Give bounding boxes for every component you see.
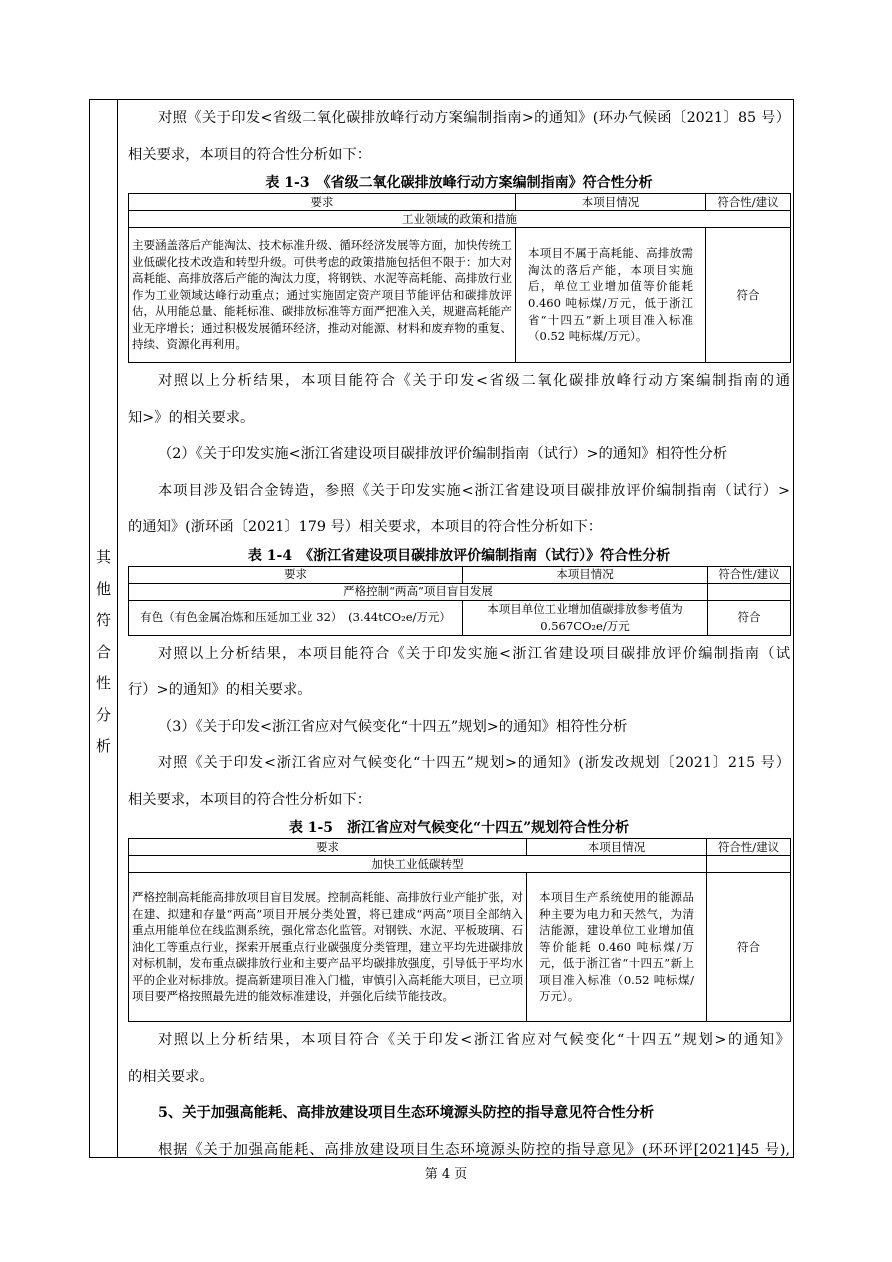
result-cell: 符合 — [708, 600, 791, 635]
header-cell: 符合性/建议 — [706, 194, 791, 211]
paragraph: 的通知》(浙环函〔2021〕179 号）相关要求，本项目的符合性分析如下： — [128, 519, 603, 535]
side-char: 合 — [95, 642, 111, 661]
paragraph: 对照以上分析结果，本项目能符合《关于印发<省级二氧化碳排放峰行动方案编制指南的通 — [158, 373, 790, 389]
section-cell: 严格控制“两高”项目盲目发展 — [129, 583, 708, 600]
paragraph: 根据《关于加强高能耗、高排放建设项目生态环境源头防控的指导意见》(环环评[2021]45 号), — [158, 1141, 790, 1158]
table-row — [129, 873, 791, 1022]
section-cell: 加快工业低碳转型 — [129, 856, 707, 873]
paragraph: 相关要求，本项目的符合性分析如下： — [128, 146, 372, 163]
side-char: 他 — [95, 579, 111, 598]
side-char: 析 — [95, 737, 111, 755]
header-cell: 要求 — [129, 839, 527, 856]
paragraph: 知>》的相关要求。 — [128, 409, 255, 426]
side-char: 性 — [95, 674, 111, 692]
section-heading: 5、关于加强高能耗、高排放建设项目生态环境源头防控的指导意见符合性分析 — [158, 1105, 655, 1121]
side-column — [90, 100, 118, 1157]
table-header-row — [129, 194, 791, 211]
side-label — [90, 542, 117, 763]
requirement-cell: 严格控制高耗能高排放项目盲目发展。控制高耗能、高排放行业产能扩张，对在建、拟建和存量“两高”项目开展分类处置，将已建成“两高”项目全部纳入重点用能单位在线监测系统，强化常态化监管。对钢铁、水泥、平板玻璃、石油化工等重点行业，探索开展重点行业碳强度分类管理，建立平均先进碳排放对标机制，发布重点碳排放行业和主要产品平均碳排放强度，引导低于平均水平的企业对标排放。提高新建项目准入门槛，审慎引入高耗能大项目，已立项项目要严格按照最先进的能效标准建设，并强化后续节能技改。 — [129, 873, 527, 1022]
table-title: 表 1-4 《浙江省建设项目碳排放评价编制指南（试行）》符合性分析 — [247, 547, 671, 564]
table-1-4 — [128, 566, 791, 636]
paragraph: 对照《关于印发<浙江省应对气候变化“十四五”规划>的通知》(浙发改规划〔2021〕215 号） — [158, 755, 790, 771]
table-1-3 — [128, 193, 791, 363]
table-header-row — [129, 839, 791, 856]
header-cell: 要求 — [129, 566, 463, 583]
side-char: 分 — [95, 705, 111, 724]
header-cell: 本项目情况 — [463, 566, 708, 583]
status-cell: 本项目单位工业增加值碳排放参考值为 0.567CO₂e/万元 — [463, 600, 708, 635]
side-char: 符 — [95, 611, 111, 629]
table-header-row — [129, 566, 791, 583]
header-cell: 本项目情况 — [516, 194, 706, 211]
header-cell: 符合性/建议 — [708, 566, 791, 583]
result-cell: 符合 — [706, 228, 791, 363]
paragraph: 行）>的通知》的相关要求。 — [128, 682, 312, 698]
sub-heading: （3）《关于印发<浙江省应对气候变化“十四五”规划>的通知》相符性分析 — [158, 718, 628, 735]
side-char: 其 — [95, 548, 111, 566]
section-cell: 工业领域的政策和措施 — [129, 211, 791, 228]
paragraph: 的相关要求。 — [128, 1068, 214, 1085]
page-number: 第 4 页 — [424, 1167, 468, 1182]
paragraph: 对照以上分析结果，本项目符合《关于印发<浙江省应对气候变化“十四五”规划>的通知》 — [158, 1032, 790, 1048]
main-content — [128, 100, 790, 1168]
sub-heading: （2）《关于印发实施<浙江省建设项目碳排放评价编制指南（试行）>的通知》相符性分析 — [158, 446, 728, 462]
requirement-cell: 有色（有色金属冶炼和压延加工业 32） (3.44tCO₂e/万元） — [129, 600, 463, 635]
status-cell: 本项目不属于高耗能、高排放需淘汰的落后产能，本项目实施后，单位工业增加值等价能耗 0.460 吨标煤/万元，低于浙江省“十四五”新上项目准入标准（0.52 吨标煤/万元）。 — [516, 228, 706, 363]
paragraph: 对照《关于印发<省级二氧化碳排放峰行动方案编制指南>的通知》(环办气候函〔2021〕85 号） — [158, 110, 790, 126]
table-title: 表 1-5 浙江省应对气候变化“十四五”规划符合性分析 — [288, 820, 630, 836]
table-row — [129, 600, 791, 635]
empty-cell — [707, 856, 791, 873]
table-title: 表 1-3 《省级二氧化碳排放峰行动方案编制指南》符合性分析 — [265, 175, 653, 191]
page-frame — [89, 99, 794, 1158]
table-section-row — [129, 856, 791, 873]
table-section-row — [129, 211, 791, 228]
empty-cell — [708, 583, 791, 600]
table-1-5 — [128, 838, 791, 1022]
table-row — [129, 228, 791, 363]
requirement-cell: 主要涵盖落后产能淘汰、技术标准升级、循环经济发展等方面，加快传统工业低碳化技术改造和转型升级。可供考虑的政策措施包括但不限于：加大对高耗能、高排放落后产能的淘汰力度，将钢铁、水泥等高耗能、高排放行业作为工业领域达峰行动重点；通过实施固定资产项目节能评估和碳排放评估，从用能总量、能耗标准、碳排放标准等方面严把准入关，规避高耗能产业无序增长；通过积极发展循环经济，推动对能源、材料和废弃物的重复、持续、资源化再利用。 — [129, 228, 516, 363]
result-cell: 符合 — [707, 873, 791, 1022]
header-cell: 要求 — [129, 194, 516, 211]
table-section-row — [129, 583, 791, 600]
paragraph: 相关要求，本项目的符合性分析如下： — [128, 791, 372, 808]
header-cell: 符合性/建议 — [707, 839, 791, 856]
paragraph: 本项目涉及铝合金铸造，参照《关于印发实施<浙江省建设项目碳排放评价编制指南（试行）> — [158, 482, 790, 499]
header-cell: 本项目情况 — [527, 839, 707, 856]
paragraph: 对照以上分析结果，本项目能符合《关于印发实施<浙江省建设项目碳排放评价编制指南（试 — [158, 645, 790, 662]
status-cell: 本项目生产系统使用的能源品种主要为电力和天然气，为清洁能源，建设单位工业增加值等价能耗 0.460 吨标煤/万元，低于浙江省“十四五”新上项目准入标准（0.52 吨标煤/万元）。 — [527, 873, 707, 1022]
